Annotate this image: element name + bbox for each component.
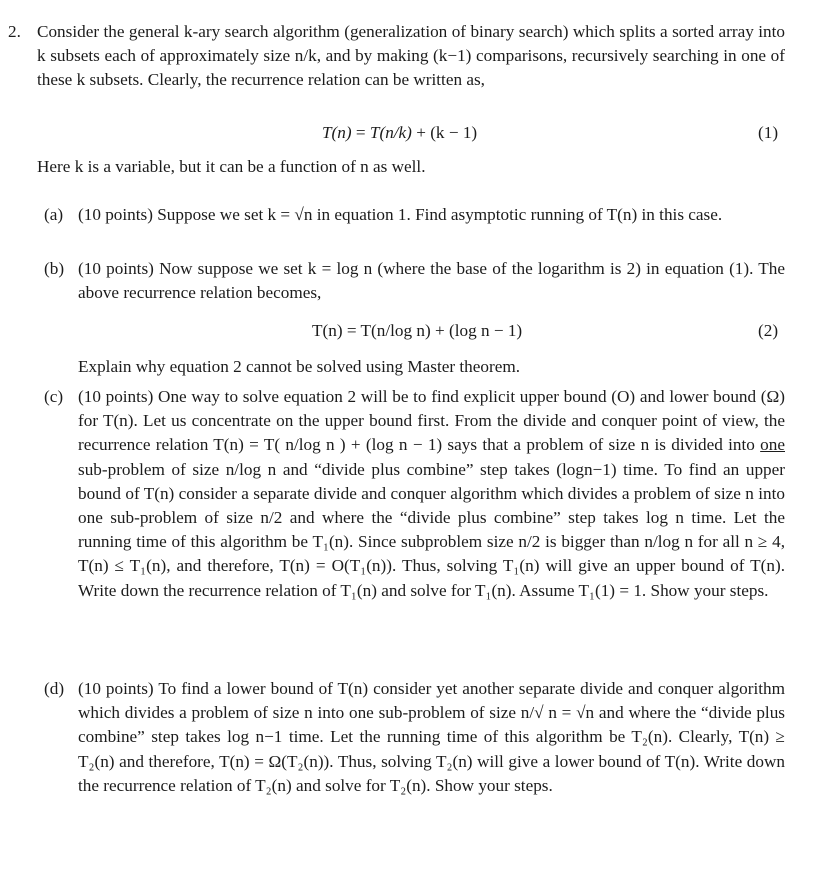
note-text: Here k is a variable, but it can be a function of n as well. — [37, 157, 426, 176]
part-b-label: (b) — [44, 259, 65, 278]
part-d-label: (d) — [44, 679, 65, 698]
part-a-label: (a) — [44, 205, 64, 224]
part-b-followup: Explain why equation 2 cannot be solved using Master theorem. — [78, 357, 520, 376]
equation-1-equals: = — [355, 123, 366, 142]
equation-2-body: T(n) = T(n/log n) + (log n − 1) — [312, 321, 523, 340]
part-d-body: To find a lower bound of T(n) consider yet another separate divide and conquer algorithm which divides a problem of size n into one sub-problem of size n/√ n = √n and where the “divide plus combine” step takes log n−1 time. Let the running time of this algorithm be T₂(n). Clearly, T(n) ≥ T₂(n) and therefore, T(n) = Ω(T₂(n)). Thus, solving T₂(n) will give a lower bound of T(n). Write down the recurrence relation of T₂(n) and solve for T₂(n). Show your steps. — [78, 679, 785, 795]
part-c-label: (c) — [44, 387, 64, 406]
equation-1-body — [322, 121, 477, 145]
question-intro: Consider the general k-ary search algorithm (generalization of binary search) which splits a sorted array into k subsets each of approximately size n/k, and by making (k−1) comparisons, recursively searching in one of these k subsets. Clearly, the recurrence relation can be written as, — [37, 22, 785, 90]
question-number: 2. — [8, 22, 21, 41]
part-a — [44, 203, 785, 227]
part-b-body: Now suppose we set k = log n (where the base of the logarithm is 2) in equation (1). The above recurrence relation becomes, — [78, 259, 786, 303]
part-c — [44, 385, 785, 603]
part-b-text — [78, 257, 785, 305]
part-a-text — [78, 203, 785, 227]
part-c-body-1: One way to solve equation 2 will be to find explicit upper bound (O) and lower bound (Ω) for T(n). Let us concentrate on the upper bound first. From the divide and conquer point of view, the recurrence relation T(n) = T( n/log n ) + (log n − 1) says that a problem of size n is divided into — [78, 387, 786, 455]
part-c-points: (10 points) — [78, 387, 154, 406]
part-b — [44, 257, 785, 305]
part-c-underlined-word: one — [760, 435, 785, 455]
equation-1-lhs: T(n) — [322, 123, 352, 142]
part-c-text — [78, 385, 785, 603]
part-d — [44, 677, 785, 798]
part-d-text — [78, 677, 785, 798]
part-a-body: Suppose we set k = √n in equation 1. Find asymptotic running of T(n) in this case. — [157, 205, 723, 224]
part-b-points: (10 points) — [78, 259, 154, 278]
part-c-body-2: sub-problem of size n/log n and “divide plus combine” step takes (logn−1) time. To find an upper bound of T(n) consider a separate divide and conquer algorithm which divides a problem of size n into one sub-problem of size n/2 and where the “divide plus combine” step takes log n time. Let the running time of this algorithm be T₁(n). Since subproblem size n/2 is bigger than n/log n for all n ≥ 4, T(n) ≤ T₁(n), and therefore, T(n) = O(T₁(n)). Thus, solving T₁(n) will give an upper bound of T(n). Write down the recurrence relation of T₁(n) and solve for T₁(n). Assume T₁(1) = 1. Show your steps. — [78, 459, 785, 600]
equation-1-rhs-term: T(n/k) — [369, 123, 412, 142]
part-a-points: (10 points) — [78, 205, 153, 224]
equation-1-rhs-constant: + (k − 1) — [416, 123, 478, 142]
equation-2-tag: (2) — [758, 321, 779, 340]
equation-1-tag: (1) — [758, 123, 779, 142]
part-d-points: (10 points) — [78, 679, 154, 698]
